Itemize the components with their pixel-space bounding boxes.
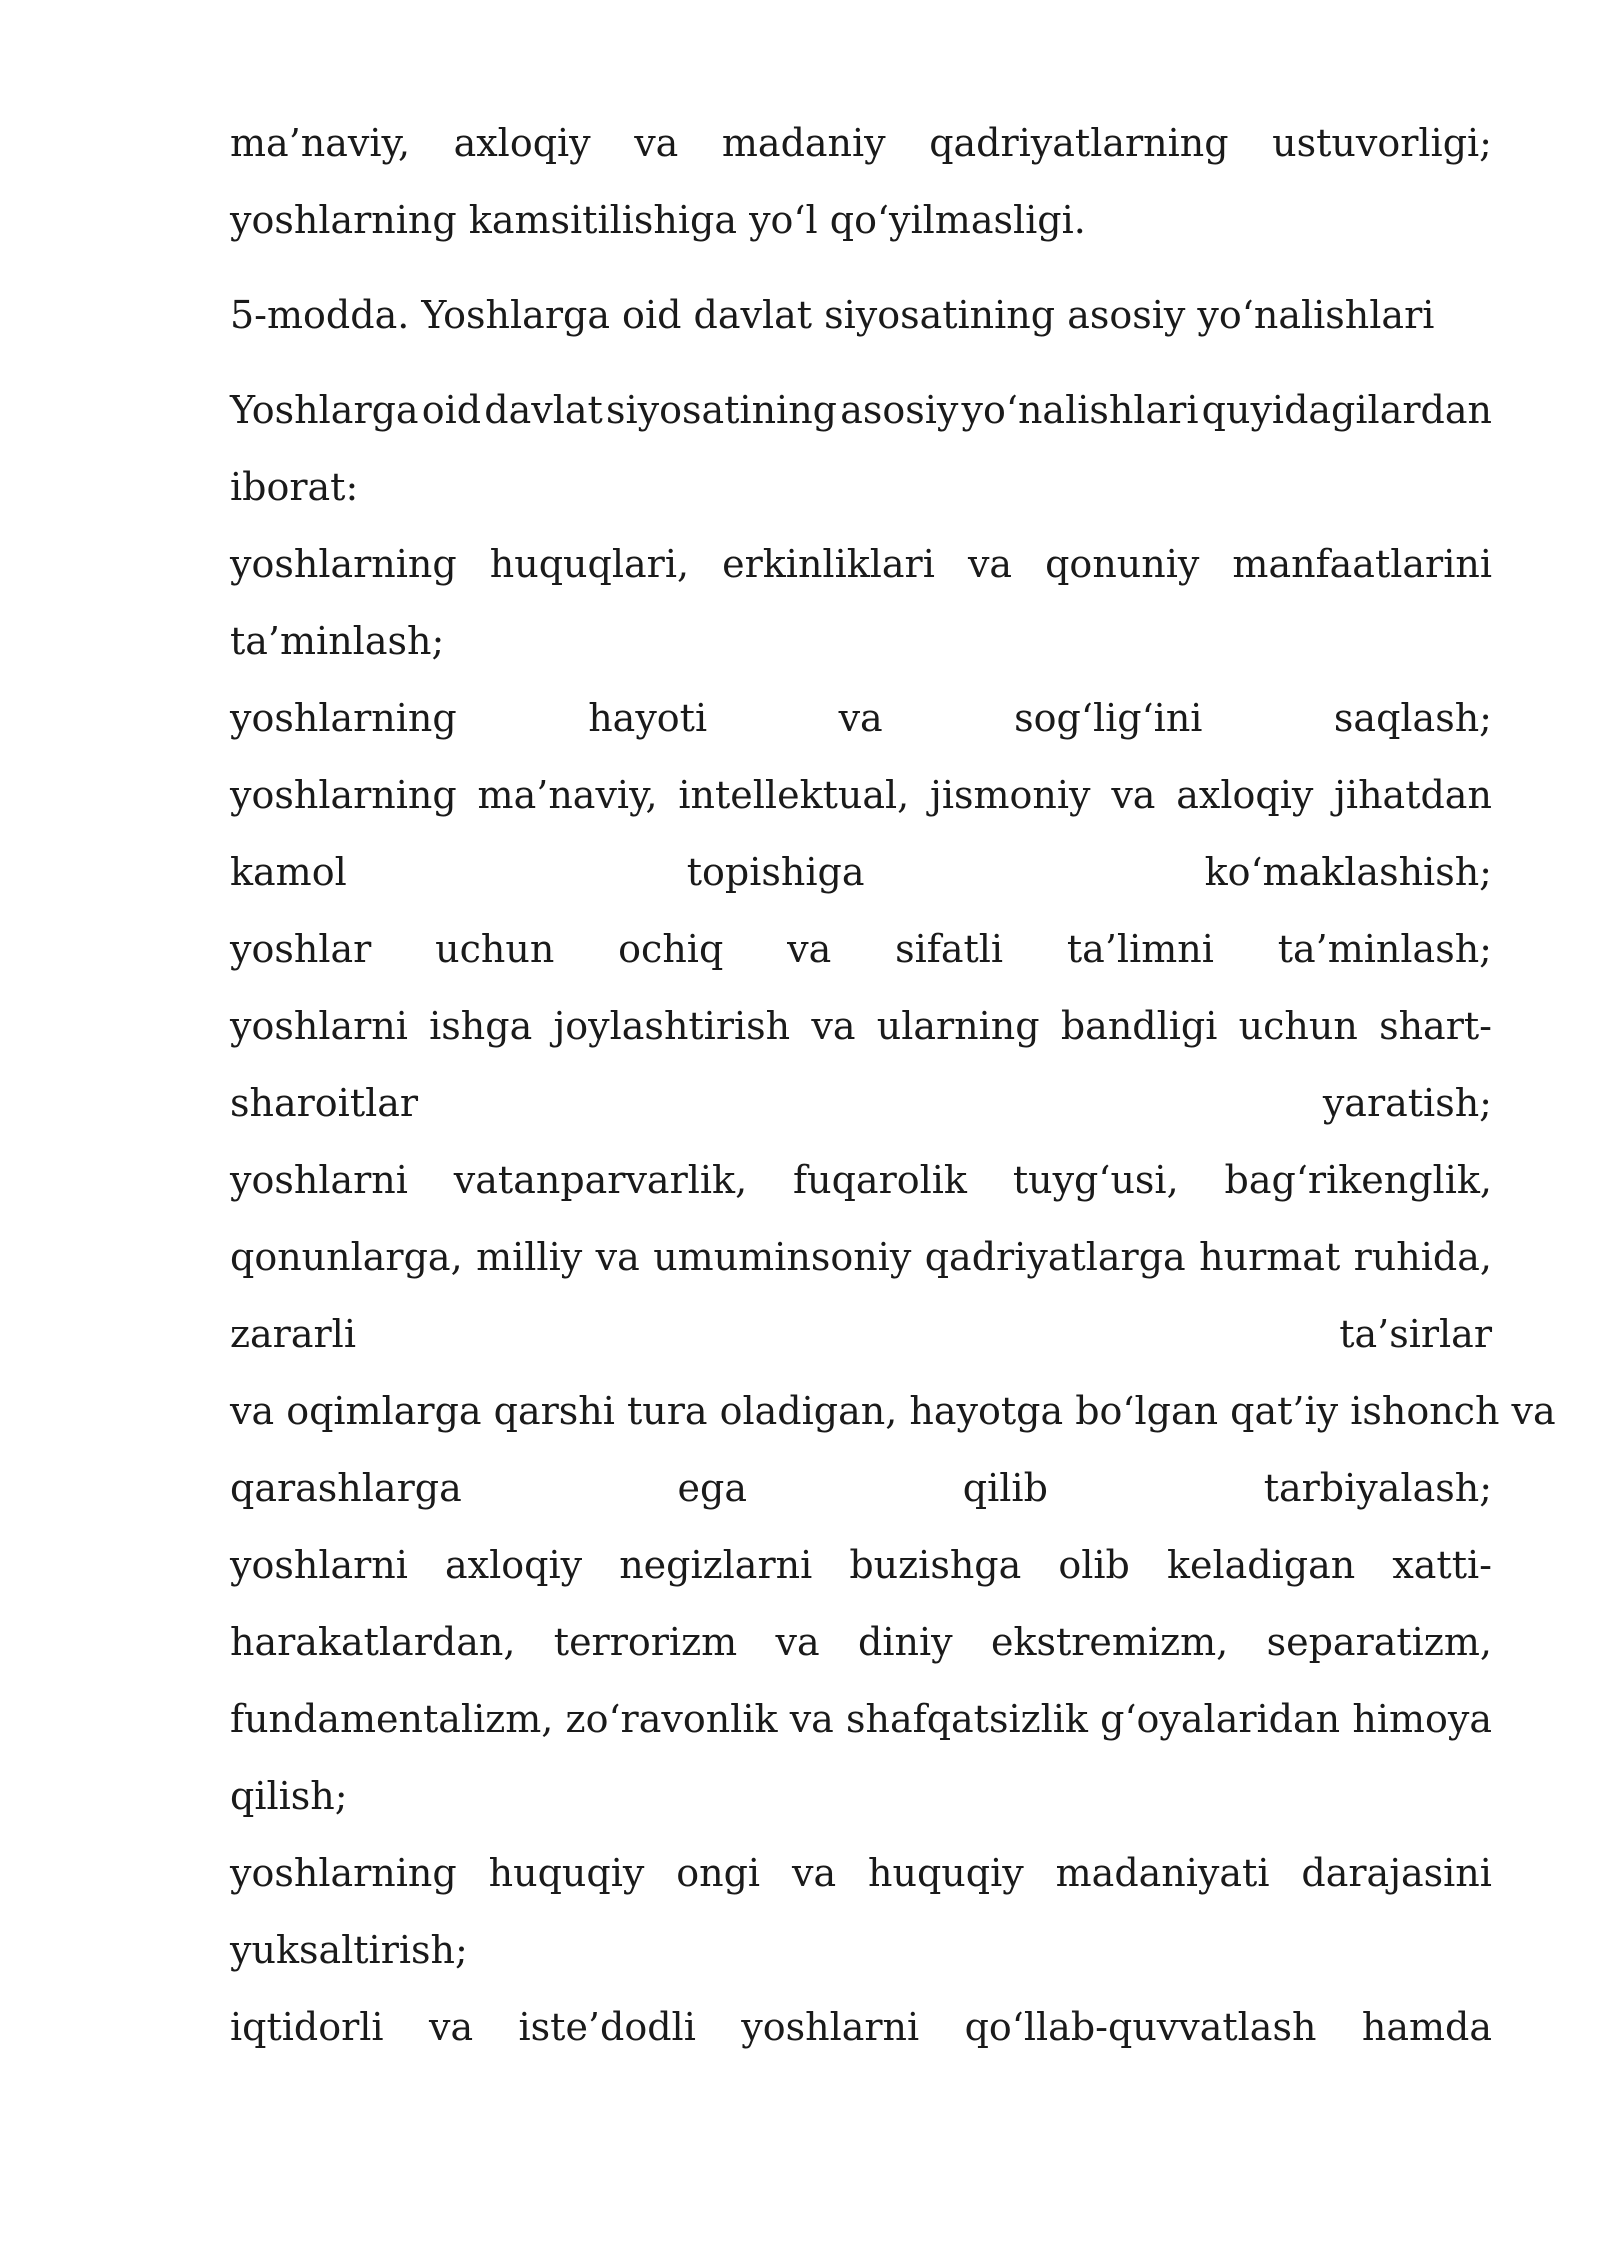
word: hurmat (1199, 1235, 1341, 1279)
word: jismoniy (930, 773, 1091, 817)
text-line (230, 1527, 1492, 1604)
word: qadriyatlarga (924, 1235, 1186, 1279)
word: huquqiy (488, 1851, 645, 1895)
word: ega (677, 1466, 747, 1510)
word: qonunlarga, (230, 1235, 463, 1279)
line-text: yoshlarning kamsitilishiga yo‘l qo‘yilmasligi. (230, 198, 1086, 242)
word: qonuniy (1045, 542, 1200, 586)
text-line (230, 1142, 1492, 1219)
word: ta’sirlar (1339, 1312, 1492, 1356)
text-line (230, 603, 1492, 680)
text-line (230, 1912, 1492, 1989)
word: tarbiyalash; (1263, 1466, 1492, 1510)
word: uchun (435, 927, 555, 971)
line-text: 5-modda. Yoshlarga oid davlat siyosatining asosiy yo‘nalishlari (230, 293, 1435, 337)
word: oid (421, 388, 482, 432)
word: ko‘maklashish; (1204, 850, 1492, 894)
word: iqtidorli (230, 2005, 384, 2049)
word: separatizm, (1266, 1620, 1492, 1664)
word: topishiga (686, 850, 865, 894)
word: fuqarolik (793, 1158, 967, 1202)
text-line (230, 1604, 1492, 1681)
word: ta’minlash; (1277, 927, 1492, 971)
word: huquqlari, (489, 542, 690, 586)
text-line (230, 182, 1492, 259)
word: ma’naviy, (477, 773, 658, 817)
word: axloqiy (453, 121, 591, 165)
word: madaniyati (1055, 1851, 1270, 1895)
word: axloqiy (445, 1543, 583, 1587)
word: vatanparvarlik, (453, 1158, 748, 1202)
word: va (838, 696, 883, 740)
word: darajasini (1301, 1851, 1492, 1895)
word: qarashlarga (230, 1466, 462, 1510)
word: va (789, 1697, 834, 1741)
text-line (230, 1219, 1492, 1296)
word: iste’dodli (518, 2005, 696, 2049)
word: yo‘nalishlari (961, 388, 1199, 432)
word: huquqiy (868, 1851, 1024, 1895)
word: ishga (429, 1004, 533, 1048)
word: axloqiy (1176, 773, 1314, 817)
word: joylashtirish (553, 1004, 791, 1048)
word: bandligi (1060, 1004, 1218, 1048)
word: ochiq (618, 927, 724, 971)
word: qo‘llab-quvvatlash (964, 2005, 1317, 2049)
word: yoshlarni (230, 1004, 408, 1048)
word: yoshlarning (230, 696, 457, 740)
word: keladigan (1166, 1543, 1356, 1587)
word: ma’naviy, (230, 121, 411, 165)
text-line (230, 911, 1492, 988)
text-line (230, 680, 1492, 757)
text-line (230, 757, 1492, 834)
word: tuyg‘usi, (1012, 1158, 1179, 1202)
word: yoshlar (230, 927, 372, 971)
line-text: iborat: (230, 465, 359, 509)
text-line (230, 1373, 1556, 1450)
word: zo‘ravonlik (565, 1697, 778, 1741)
word: saqlash; (1333, 696, 1492, 740)
line-text: va oqimlarga qarshi tura oladigan, hayotga bo‘lgan qat’iy ishonch va (230, 1389, 1556, 1433)
text-line (230, 526, 1492, 603)
word: davlat (484, 388, 603, 432)
word: va (967, 542, 1013, 586)
word: zararli (230, 1312, 356, 1356)
word: va (1111, 773, 1156, 817)
text-line (230, 105, 1492, 182)
word: negizlarni (619, 1543, 813, 1587)
word: va (428, 2005, 474, 2049)
word: ta’limni (1066, 927, 1214, 971)
text-line (230, 449, 1492, 526)
word: yoshlarning (230, 542, 457, 586)
word: umuminsoniy (653, 1235, 912, 1279)
word: va (634, 121, 679, 165)
word: va (787, 927, 832, 971)
text-line (230, 1989, 1492, 2066)
text-line (230, 1681, 1492, 1758)
word: yoshlarning (230, 1851, 457, 1895)
word: uchun (1238, 1004, 1358, 1048)
line-text: qilish; (230, 1774, 348, 1818)
word: erkinliklari (722, 542, 935, 586)
line-text: yuksaltirish; (230, 1928, 468, 1972)
word: yaratish; (1322, 1081, 1492, 1125)
word: ustuvorligi; (1272, 121, 1492, 165)
word: kamol (230, 850, 347, 894)
word: shafqatsizlik (846, 1697, 1088, 1741)
text-line (230, 1296, 1492, 1373)
text-line (230, 1835, 1492, 1912)
text-line (230, 834, 1492, 911)
word: himoya (1352, 1697, 1492, 1741)
word: va (811, 1004, 856, 1048)
word: terrorizm (553, 1620, 738, 1664)
word: sifatli (895, 927, 1004, 971)
text-line (230, 1450, 1492, 1527)
word: Yoshlarga (230, 388, 419, 432)
text-line (230, 1065, 1492, 1142)
article-heading (230, 277, 1492, 354)
word: ekstremizm, (990, 1620, 1229, 1664)
word: hamda (1361, 2005, 1492, 2049)
line-text: ta’minlash; (230, 619, 445, 663)
word: sog‘lig‘ini (1014, 696, 1203, 740)
word: manfaatlarini (1232, 542, 1492, 586)
word: xatti- (1392, 1543, 1492, 1587)
text-line (230, 988, 1492, 1065)
word: yoshlarni (230, 1158, 408, 1202)
word: ongi (676, 1851, 761, 1895)
word: yoshlarni (230, 1543, 408, 1587)
word: asosiy (840, 388, 959, 432)
word: olib (1058, 1543, 1130, 1587)
word: yoshlarni (741, 2005, 920, 2049)
word: bag‘rikenglik, (1224, 1158, 1492, 1202)
word: qadriyatlarning (929, 121, 1229, 165)
text-line (230, 372, 1492, 449)
word: jihatdan (1334, 773, 1492, 817)
word: hayoti (588, 696, 708, 740)
word: yoshlarning (230, 773, 457, 817)
word: madaniy (721, 121, 886, 165)
word: g‘oyalaridan (1100, 1697, 1341, 1741)
word: diniy (858, 1620, 953, 1664)
word: fundamentalizm, (230, 1697, 554, 1741)
word: va (792, 1851, 837, 1895)
word: sharoitlar (230, 1081, 419, 1125)
word: ularning (876, 1004, 1040, 1048)
word: buzishga (849, 1543, 1022, 1587)
word: va (775, 1620, 820, 1664)
word: ruhida, (1353, 1235, 1492, 1279)
word: shart- (1379, 1004, 1492, 1048)
word: milliy (476, 1235, 583, 1279)
word: va (595, 1235, 640, 1279)
word: intellektual, (678, 773, 910, 817)
word: quyidagilardan (1201, 388, 1492, 432)
word: qilib (962, 1466, 1048, 1510)
text-line (230, 1758, 1492, 1835)
word: siyosatining (606, 388, 838, 432)
word: harakatlardan, (230, 1620, 516, 1664)
